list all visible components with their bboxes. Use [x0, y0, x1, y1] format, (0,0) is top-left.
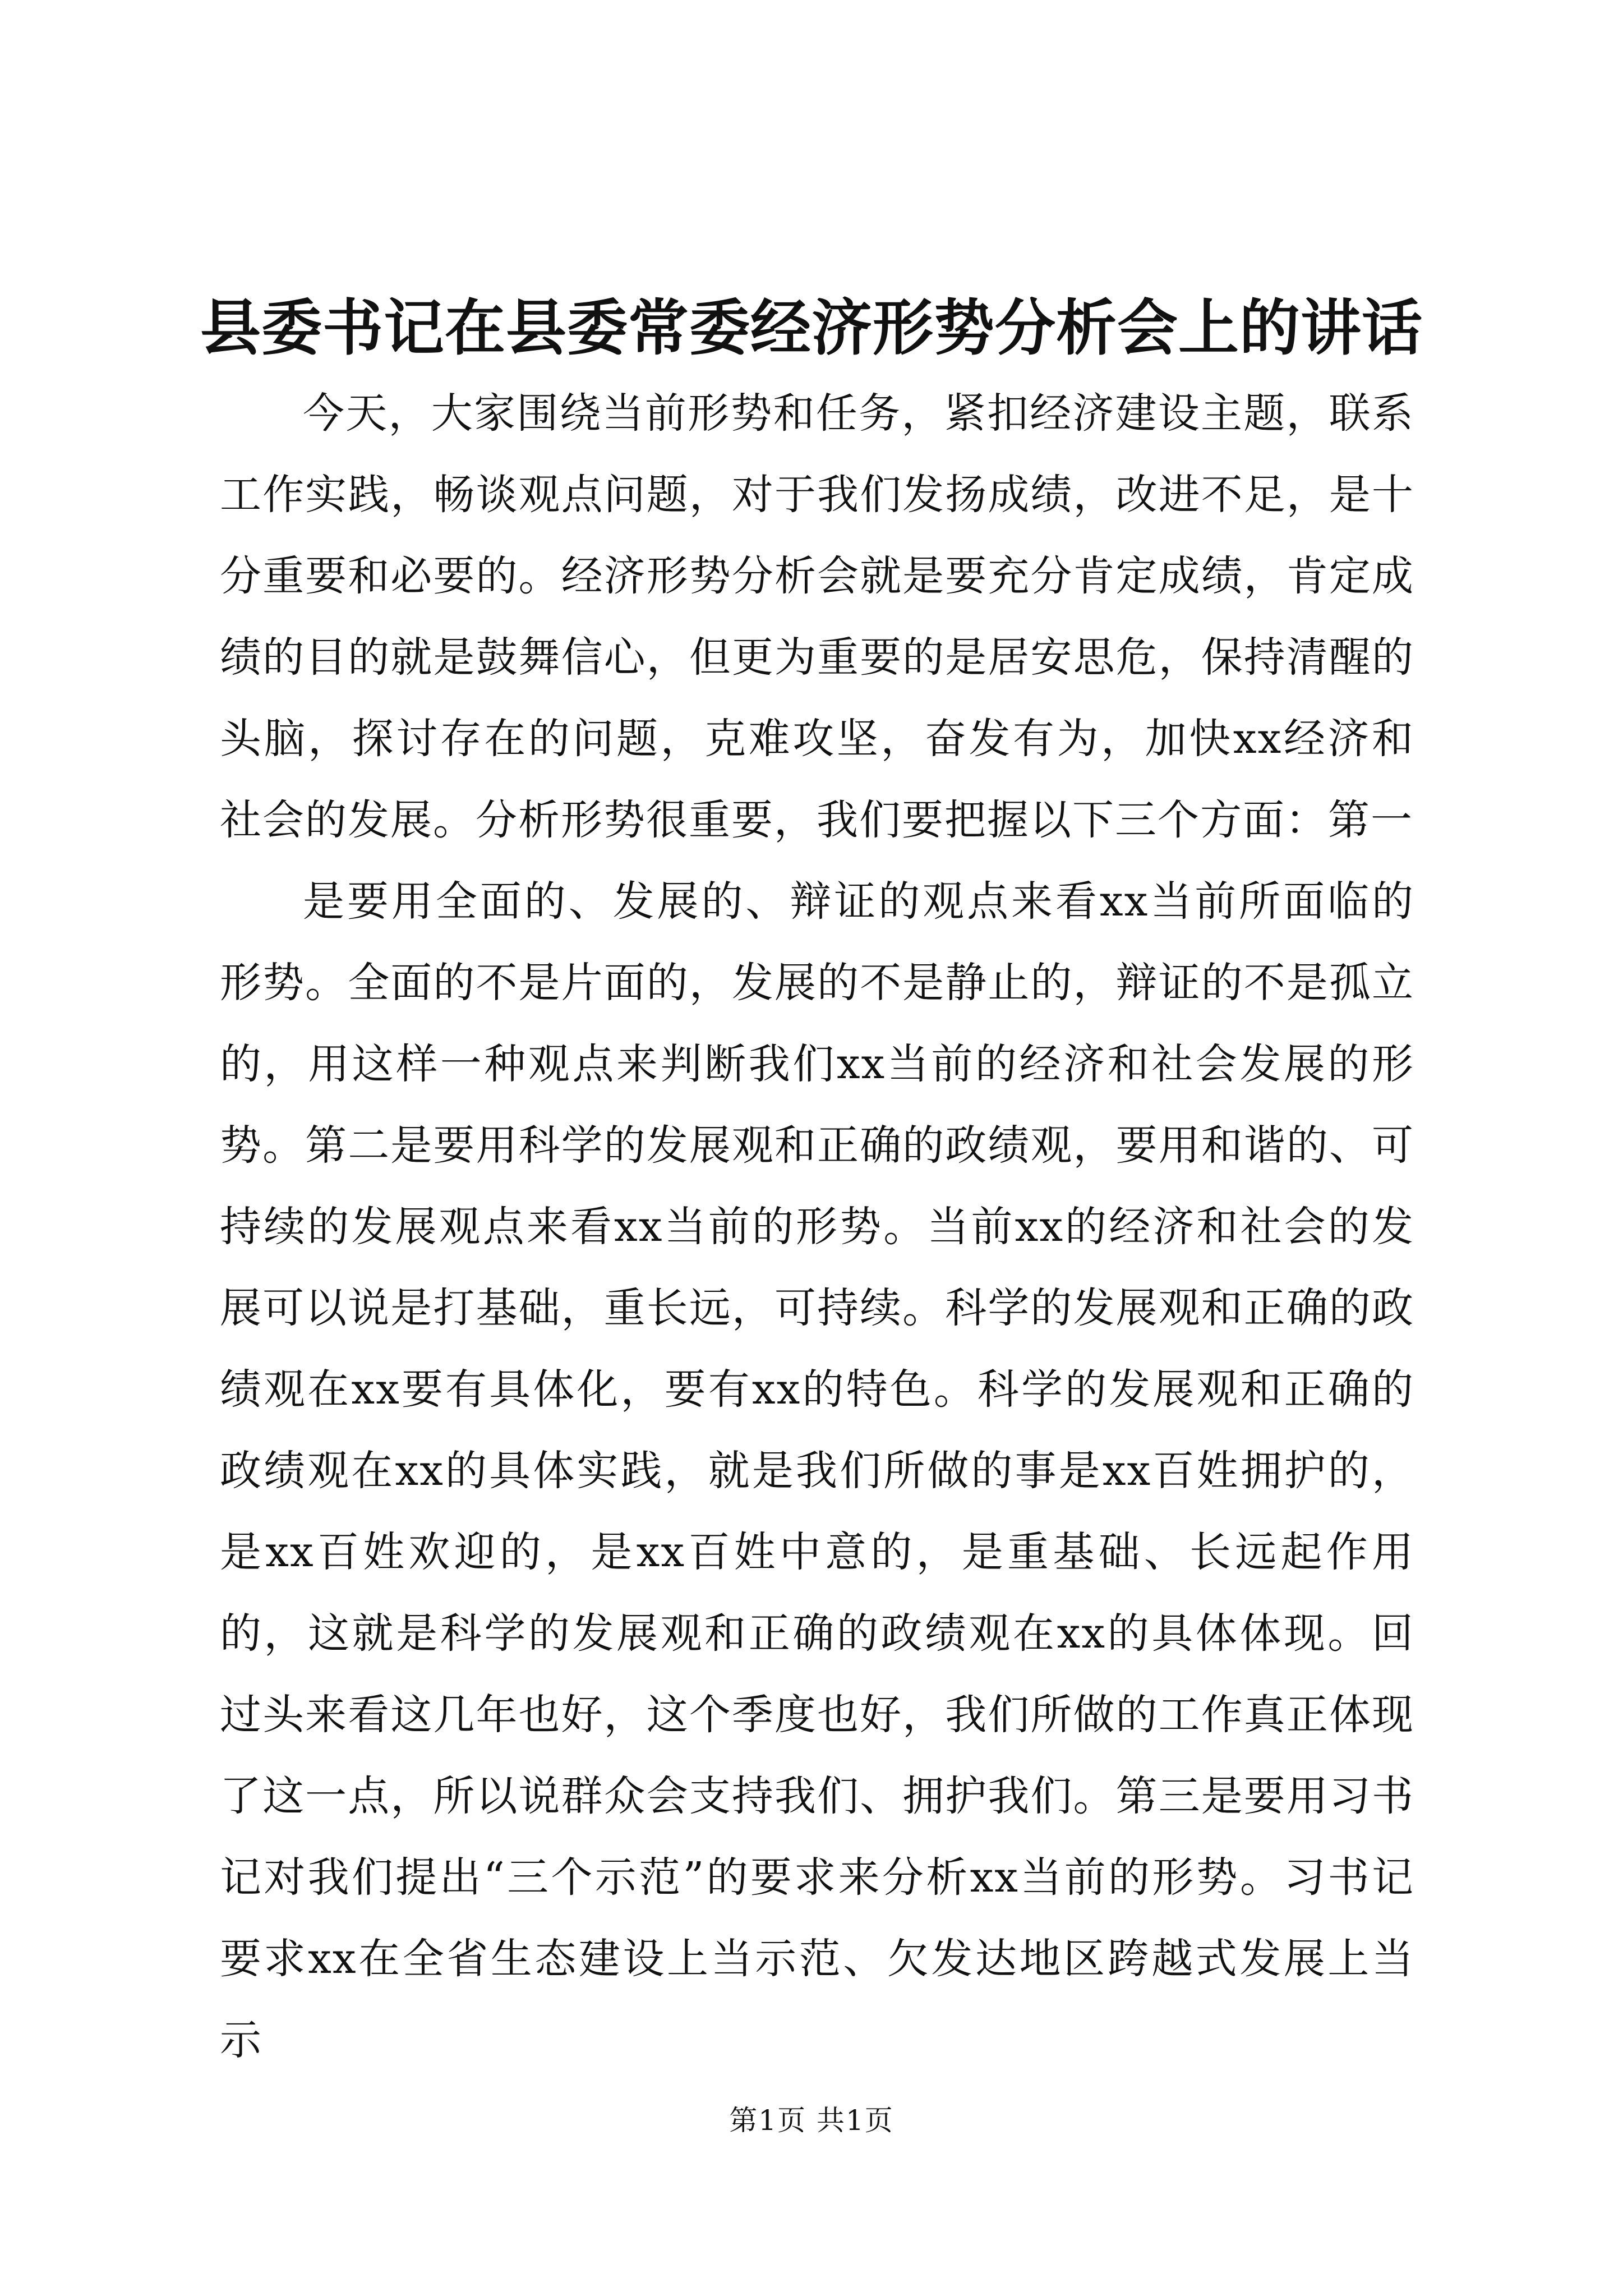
page-footer: 第1页 共1页: [729, 2104, 894, 2137]
document-body: [220, 373, 1414, 2081]
paragraph-2: 是要用全面的、发展的、辩证的观点来看xx当前所面临的形势。全面的不是片面的，发展的不是静止的，辩证的不是孤立的，用这样一种观点来判断我们xx当前的经济和社会发展的形势。第二是要用科学的发展观和正确的政绩观，要用和谐的、可持续的发展观点来看xx当前的形势。当前xx的经济和社会的发展可以说是打基础，重长远，可持续。科学的发展观和正确的政绩观在xx要有具体化，要有xx的特色。科学的发展观和正确的政绩观在xx的具体实践，就是我们所做的事是xx百姓拥护的，是xx百姓欢迎的，是xx百姓中意的，是重基础、长远起作用的，这就是科学的发展观和正确的政绩观在xx的具体体现。回过头来看这几年也好，这个季度也好，我们所做的工作真正体现了这一点，所以说群众会支持我们、拥护我们。第三是要用习书记对我们提出“三个示范”的要求来分析xx当前的形势。习书记要求xx在全省生态建设上当示范、欠发达地区跨越式发展上当示: [220, 877, 1414, 2064]
paragraph-1: 今天，大家围绕当前形势和任务，紧扣经济建设主题，联系工作实践，畅谈观点问题，对于我们发扬成绩，改进不足，是十分重要和必要的。经济形势分析会就是要充分肯定成绩，肯定成绩的目的就是鼓舞信心，但更为重要的是居安思危，保持清醒的头脑，探讨存在的问题，克难攻坚，奋发有为，加快xx经济和社会的发展。分析形势很重要，我们要把握以下三个方面：第一: [220, 389, 1414, 844]
document-title: 县委书记在县委常委经济形势分析会上的讲话: [200, 293, 1423, 364]
